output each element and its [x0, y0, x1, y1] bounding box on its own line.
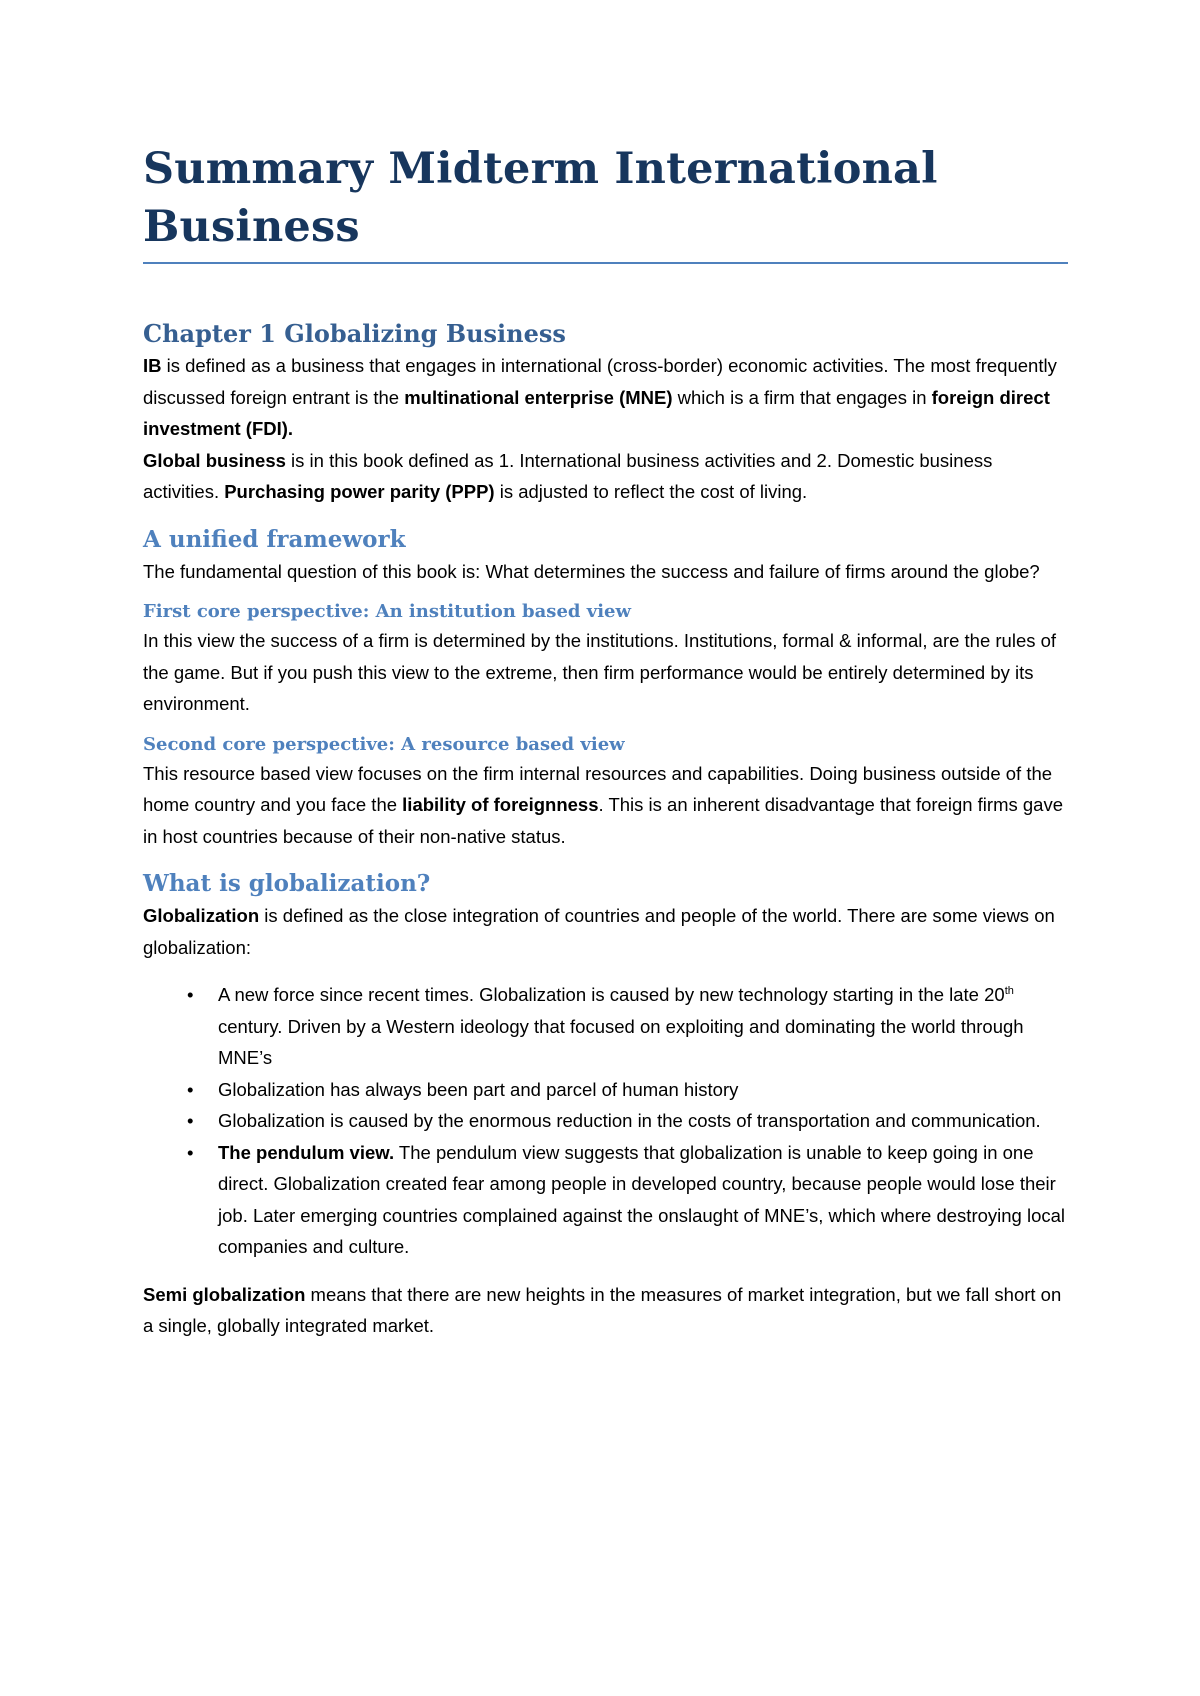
- text-span: means that there are new heights in the measures of market integration, but we fall short on a single, globally integrated market.: [143, 1283, 1062, 1336]
- globalization-heading: What is globalization?: [143, 870, 431, 897]
- term-pendulum-view: The pendulum view.: [218, 1141, 395, 1163]
- bullet-icon: •: [187, 1141, 194, 1163]
- document-title: Summary Midterm International Business: [143, 140, 1068, 264]
- term-semi-globalization: Semi globalization: [143, 1283, 306, 1305]
- resource-heading: Second core perspective: A resource based view: [143, 733, 625, 755]
- institution-heading: First core perspective: An institution based view: [143, 601, 631, 622]
- semi-globalization-paragraph: [143, 1279, 1068, 1342]
- bullet-icon: •: [187, 1110, 194, 1131]
- text-span: century. Driven by a Western ideology that focused on exploiting and dominating the world through MNE’s: [218, 1015, 1024, 1068]
- chapter-1-heading: Chapter 1 Globalizing Business: [143, 319, 566, 348]
- term-fdi: foreign direct investment (FDI).: [143, 386, 1050, 439]
- term-liability-of-foreignness: liability of foreignness: [402, 794, 599, 815]
- list-item: [143, 1105, 1068, 1137]
- text-span: is in this book defined as 1. International business activities and 2. Domestic business activities.: [143, 449, 993, 502]
- text-span: which is a firm that engages in: [672, 386, 932, 408]
- bullet-icon: •: [187, 984, 194, 1005]
- text-span: is defined as the close integration of countries and people of the world. There are some views on globalization:: [143, 905, 1055, 958]
- list-item: [143, 1137, 1068, 1263]
- globalization-paragraph: [143, 900, 1068, 963]
- text-span: Globalization is caused by the enormous reduction in the costs of transportation and communication.: [218, 1110, 1041, 1131]
- text-span: The pendulum view suggests that globalization is unable to keep going in one direct. Globalization created fear among people in developed country, because people would lose their job. Later emerging countries complained against the onslaught of MNE’s, which where destroying local companies and culture.: [218, 1141, 1066, 1257]
- chapter-1-paragraph: [143, 350, 1068, 508]
- document-page: [143, 140, 1068, 1342]
- institution-paragraph: In this view the success of a firm is determined by the institutions. Institutions, formal & informal, are the rules of the game. But if you push this view to the extreme, then firm performance would be entirely determined by its environment.: [143, 630, 1057, 714]
- bullet-icon: •: [187, 1078, 194, 1100]
- text-span: Globalization has always been part and parcel of human history: [218, 1078, 739, 1100]
- text-span: is defined as a business that engages in international (cross-border) economic activities. The most frequently discussed foreign entrant is the: [143, 355, 1057, 408]
- list-item: [143, 979, 1068, 1074]
- term-global-business: Global business: [143, 449, 286, 471]
- globalization-views-list: [143, 979, 1068, 1263]
- text-span: . This is an inherent disadvantage that foreign firms gave in host countries because of their non-native status.: [143, 794, 1063, 847]
- framework-paragraph: The fundamental question of this book is: What determines the success and failure of firms around the globe?: [143, 560, 1040, 582]
- term-mne: multinational enterprise (MNE): [404, 386, 673, 408]
- term-ib: IB: [143, 355, 162, 376]
- resource-paragraph: [143, 758, 1068, 853]
- superscript: th: [1004, 984, 1014, 997]
- framework-heading: A unified framework: [143, 525, 406, 553]
- term-globalization: Globalization: [143, 905, 260, 926]
- term-ppp: Purchasing power parity (PPP): [224, 481, 495, 502]
- text-span: A new force since recent times. Globalization is caused by new technology starting in the late 20: [218, 984, 1005, 1005]
- text-span: This resource based view focuses on the firm internal resources and capabilities. Doing business outside of the home country and you face the: [143, 762, 1053, 815]
- text-span: is adjusted to reflect the cost of living.: [494, 481, 808, 502]
- list-item: [143, 1074, 1068, 1106]
